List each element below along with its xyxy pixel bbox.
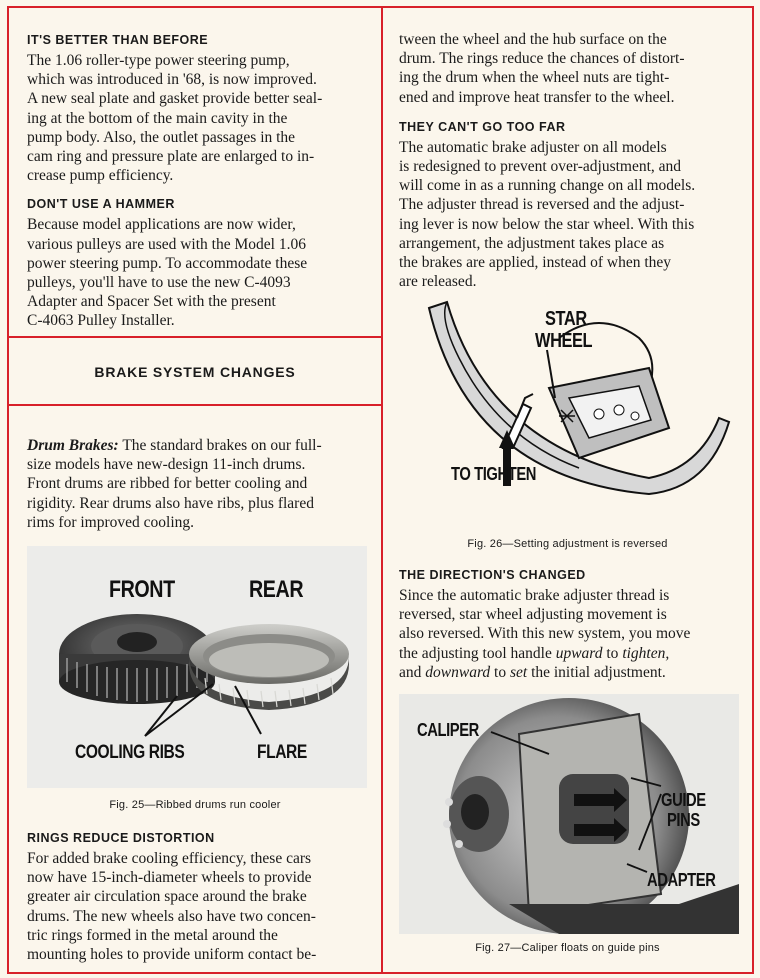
text-line: ing the drum when the wheel nuts are tight- (399, 69, 670, 87)
paragraph-direction-changed (399, 586, 739, 682)
text-line: The adjuster thread is reversed and the adjust- (399, 196, 685, 214)
text-line: arrangement, the adjustment takes place as (399, 234, 665, 252)
right-column-panel (381, 6, 754, 974)
text-line: are released. (399, 273, 477, 291)
figure-25-photo (27, 546, 367, 788)
text-line: crease pump efficiency. (27, 167, 174, 185)
emphasis-set: set (509, 663, 528, 681)
text-line (399, 644, 739, 663)
figure-27-caption: Fig. 27—Caliper floats on guide pins (475, 942, 660, 954)
text-line: A new seal plate and gasket provide better seal- (27, 90, 323, 108)
brake-title-panel (7, 336, 383, 406)
text-line: tric rings formed in the metal around the (27, 926, 278, 944)
text-line: will come in as a running change on all models. (399, 177, 696, 195)
text-line: Adapter and Spacer Set with the present (27, 293, 276, 311)
text-line: ing lever is now below the star wheel. With this (399, 215, 695, 233)
label-guide: GUIDE (661, 790, 706, 810)
label-rear: REAR (249, 576, 304, 603)
text-line: rims for improved cooling. (27, 513, 195, 531)
text-line: Since the automatic brake adjuster thread is (399, 587, 670, 604)
text-line: the brakes are applied, instead of when they (399, 254, 672, 272)
label-star: STAR (545, 308, 587, 330)
paragraph-rings-reduce-distortion (27, 849, 367, 964)
label-adapter: ADAPTER (647, 870, 716, 890)
label-caliper: CALIPER (417, 720, 479, 740)
figure-26-drawing (399, 298, 739, 528)
heading-direction-changed: THE DIRECTION'S CHANGED (399, 568, 586, 582)
heading-rings-reduce-distortion: RINGS REDUCE DISTORTION (27, 831, 215, 845)
text-span: and (399, 663, 426, 681)
heading-better-than-before: IT'S BETTER THAN BEFORE (27, 33, 209, 47)
paragraph-drum-brakes (27, 436, 367, 532)
paragraph-dont-use-hammer (27, 215, 367, 330)
text-line: various pulleys are used with the Model 1.06 (27, 235, 306, 253)
paragraph-better-than-before (27, 51, 367, 185)
text-line: The 1.06 roller-type power steering pump, (27, 52, 290, 69)
text-line: size models have new-design 11-inch drums. (27, 456, 306, 474)
heading-dont-use-hammer: DON'T USE A HAMMER (27, 197, 175, 212)
text-line: now have 15-inch-diameter wheels to provide (27, 869, 312, 887)
text-line: also reversed. With this new system, you move (399, 625, 691, 643)
text-line: Because model applications are now wider, (27, 216, 296, 234)
text-line (27, 436, 367, 455)
text-line: drums. The new wheels also have two concen- (27, 907, 316, 925)
text-line: tween the wheel and the hub surface on the (399, 31, 667, 48)
label-front: FRONT (109, 576, 175, 603)
text-line: drum. The rings reduce the chances of distort- (399, 50, 685, 68)
text-line: ing at the bottom of the main cavity in the (27, 109, 288, 127)
text-span: the adjusting tool handle (399, 644, 556, 662)
figure-25-caption: Fig. 25—Ribbed drums run cooler (109, 799, 281, 811)
steering-pump-panel (7, 6, 383, 338)
text-line: pulleys, you'll have to use the new C-4093 (27, 274, 291, 292)
label-flare: FLARE (257, 742, 307, 763)
text-line: mounting holes to provide uniform contact be- (27, 946, 317, 964)
text-span: to (602, 644, 623, 662)
drum-brakes-panel (7, 404, 383, 974)
text-line (399, 663, 739, 682)
text-line: rigidity. Rear drums also have ribs, plus flared (27, 494, 314, 512)
text-line: power steering pump. To accommodate these (27, 254, 308, 272)
label-to-tighten: TO TIGHTEN (451, 464, 537, 484)
text-span: The standard brakes on our full- (118, 437, 322, 454)
text-span: the initial adjustment. (527, 663, 666, 681)
text-line: cam ring and pressure plate are enlarged to in- (27, 148, 315, 166)
label-cooling-ribs: COOLING RIBS (75, 742, 185, 763)
text-line: Front drums are ribbed for better cooling and (27, 475, 308, 493)
text-line: which was introduced in '68, is now improved. (27, 71, 317, 89)
text-span: to (490, 663, 510, 681)
paragraph-cant-go-too-far (399, 138, 739, 292)
emphasis-downward: downward (425, 663, 491, 681)
text-line: The automatic brake adjuster on all models (399, 138, 667, 156)
label-pins: PINS (667, 810, 700, 830)
text-line: pump body. Also, the outlet passages in the (27, 128, 296, 146)
text-line: ened and improve heat transfer to the wheel. (399, 88, 675, 106)
emphasis-upward: upward (555, 644, 603, 662)
figure-27-photo (399, 694, 739, 934)
figure-26-caption: Fig. 26—Setting adjustment is reversed (467, 538, 668, 550)
emphasis-tighten: tighten, (622, 644, 670, 662)
drum-brakes-lead: Drum Brakes: (27, 437, 119, 454)
paragraph-rings-continued (399, 30, 739, 107)
text-line: greater air circulation space around the brake (27, 888, 307, 906)
text-line: For added brake cooling efficiency, these cars (27, 850, 312, 867)
text-line: reversed, star wheel adjusting movement is (399, 606, 667, 624)
text-line: is redesigned to prevent over-adjustment, and (399, 158, 682, 176)
text-line: C-4063 Pulley Installer. (27, 312, 175, 330)
label-wheel: WHEEL (535, 330, 593, 352)
heading-cant-go-too-far: THEY CAN'T GO TOO FAR (399, 119, 566, 134)
section-title-brake-system: BRAKE SYSTEM CHANGES (94, 364, 296, 380)
